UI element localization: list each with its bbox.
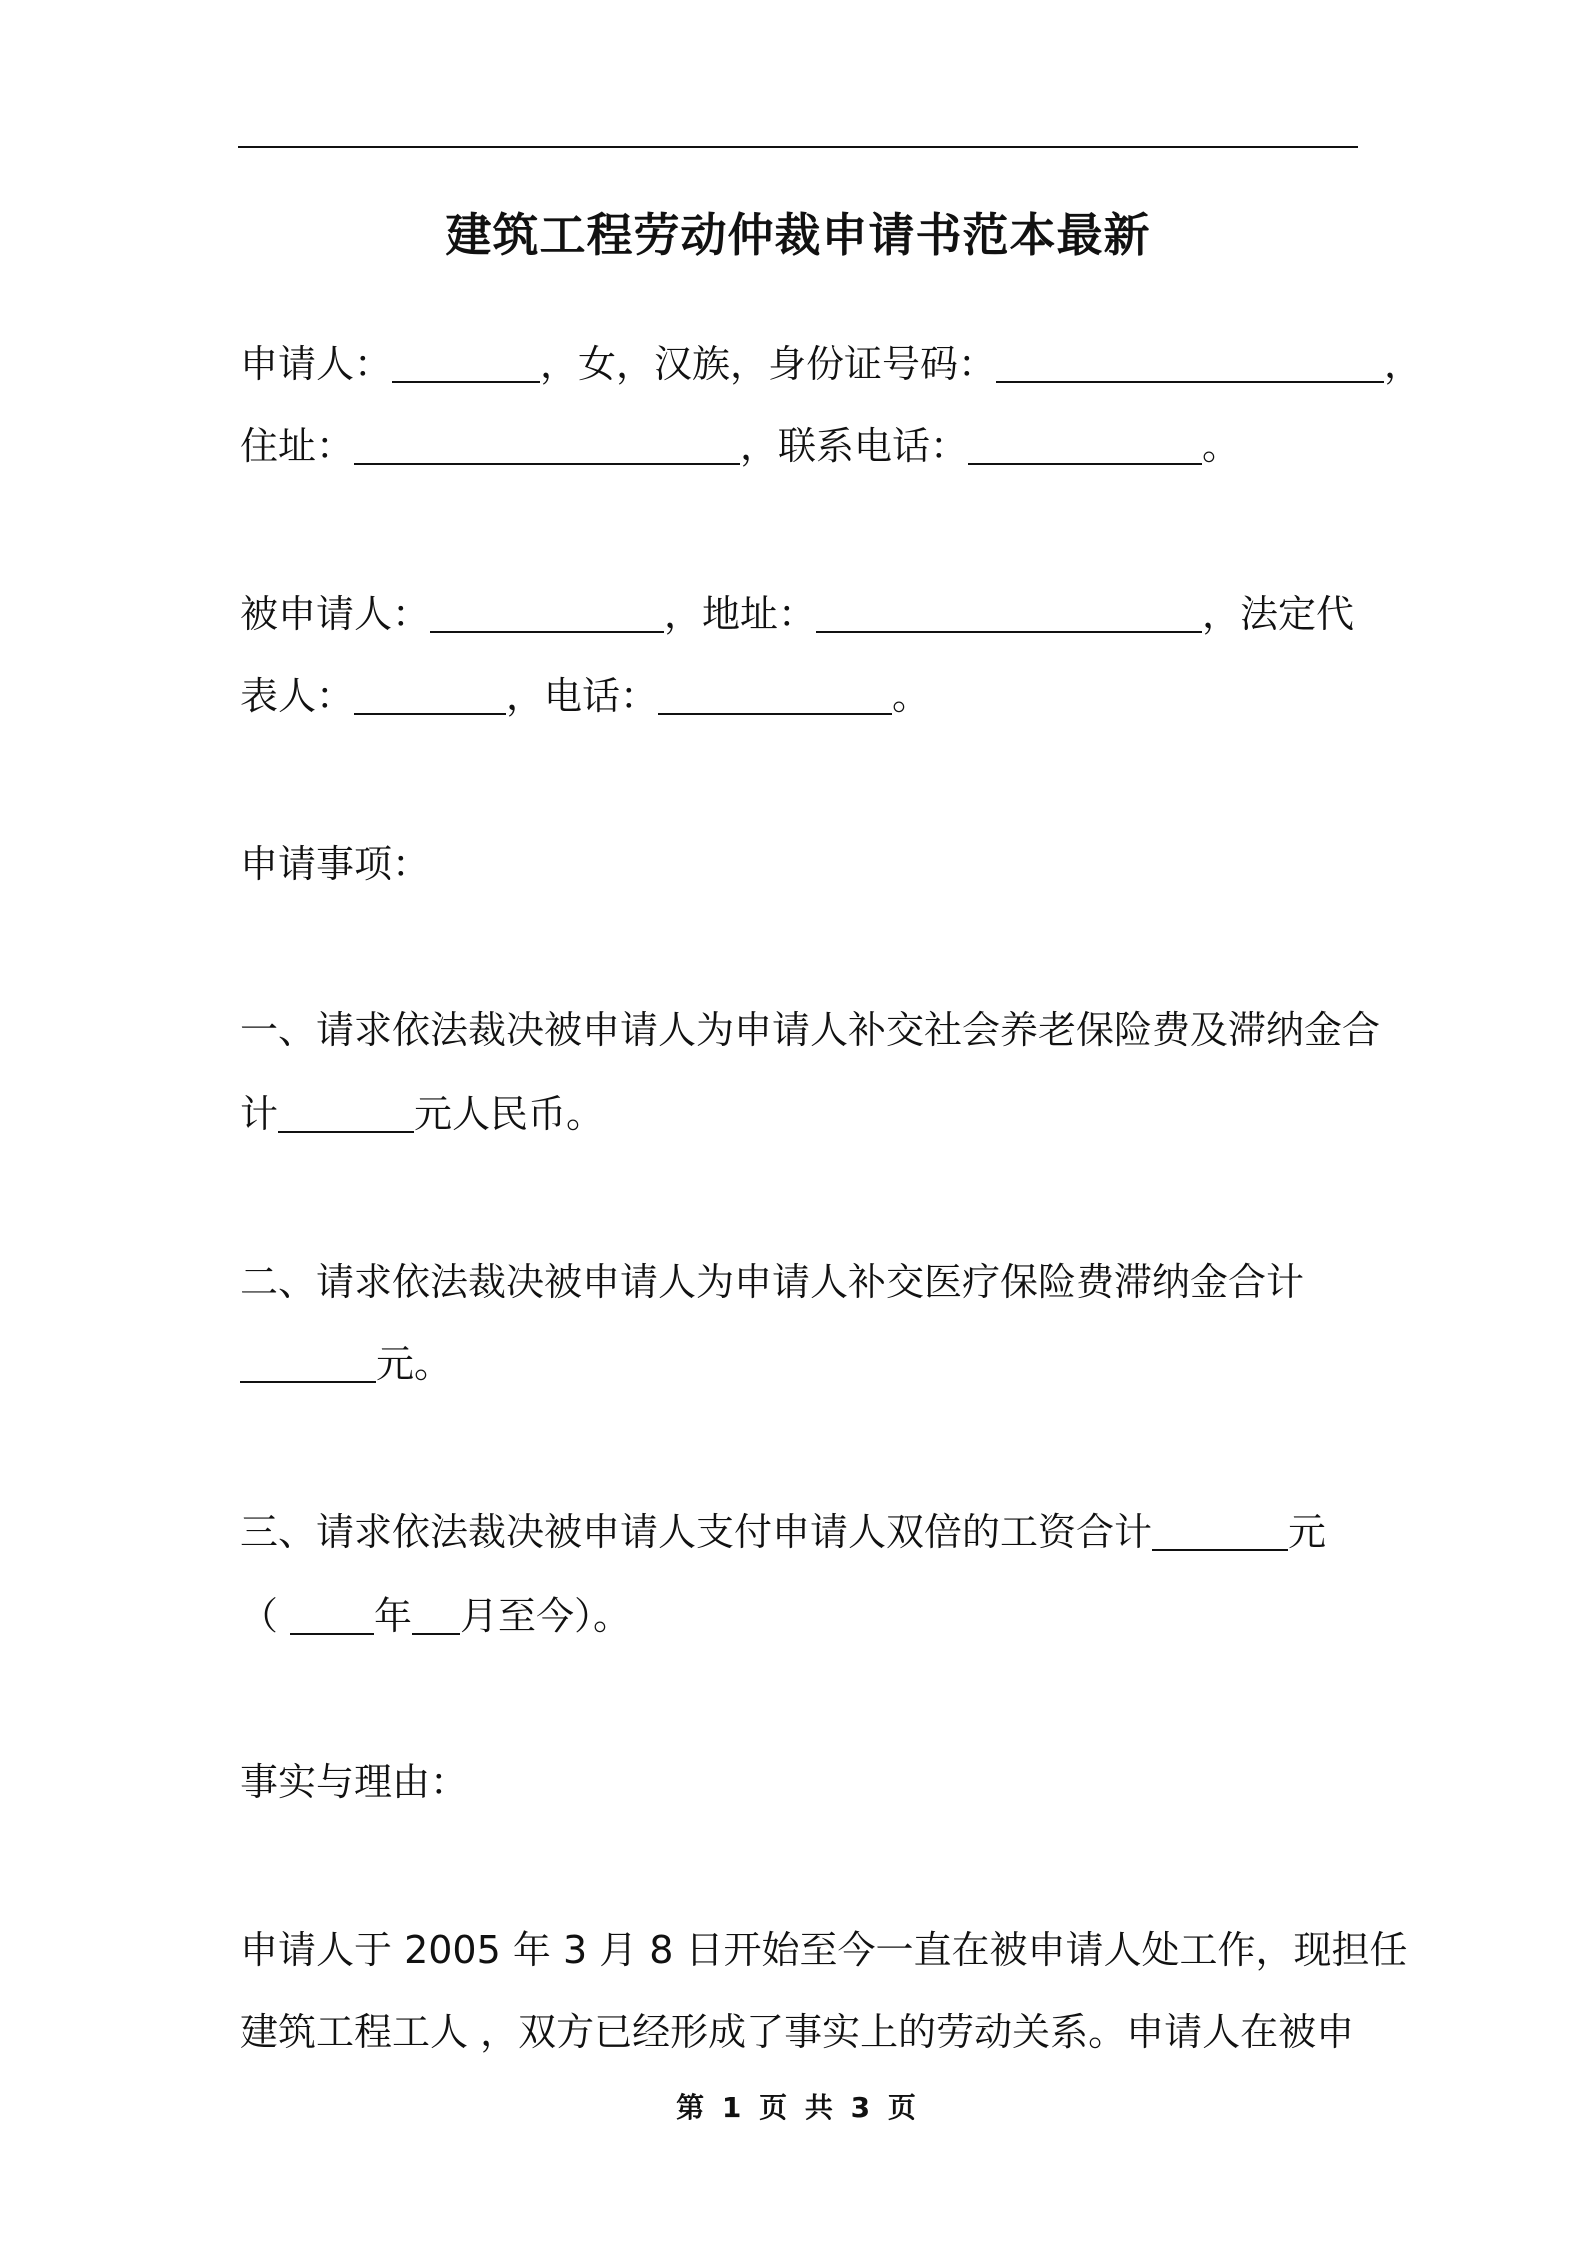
header-rule <box>238 146 1358 148</box>
month-blank <box>412 1589 460 1635</box>
respondent-address-blank <box>816 587 1202 633</box>
legal-rep-blank <box>354 669 506 715</box>
claim-3-line-1: 三、请求依法裁决被申请人支付申请人双倍的工资合计 元 <box>240 1504 1326 1560</box>
claim-3-amount-blank <box>1152 1505 1288 1551</box>
claim-1-line-2: 计 元人民币。 <box>240 1086 604 1142</box>
page-footer: 第 1 页 共 3 页 <box>676 2091 920 2124</box>
claim-2-line-1: 二、请求依法裁决被申请人为申请人补交医疗保险费滞纳金合计 <box>240 1260 1305 1304</box>
applicant-line-2: 住址： ，联系电话： 。 <box>240 418 1240 474</box>
claim-1-line-1: 一、请求依法裁决被申请人为申请人补交社会养老保险费及滞纳金合 <box>240 1008 1381 1052</box>
phone-blank <box>968 419 1202 465</box>
document-title: 建筑工程劳动仲裁申请书范本最新 <box>445 208 1151 262</box>
respondent-phone-blank <box>658 669 892 715</box>
applicant-name-blank <box>392 337 540 383</box>
id-number-blank <box>996 337 1384 383</box>
address-blank <box>354 419 740 465</box>
claim-2-amount-blank <box>240 1337 376 1383</box>
claim-1-amount-blank <box>278 1087 414 1133</box>
respondent-line-2: 表人： ，电话： 。 <box>240 668 930 724</box>
applicant-line-1: 申请人： ，女，汉族，身份证号码： ， <box>240 336 1422 392</box>
claim-3-line-2: （ 年 月至今）。 <box>240 1588 631 1644</box>
facts-line-1: 申请人于 2005 年 3 月 8 日开始至今一直在被申请人处工作，现担任 <box>240 1928 1408 1972</box>
facts-line-2: 建筑工程工人 ，双方已经形成了事实上的劳动关系。申请人在被申 <box>240 2010 1355 2054</box>
facts-heading: 事实与理由： <box>240 1760 469 1804</box>
respondent-name-blank <box>430 587 664 633</box>
claim-2-line-2: 元。 <box>240 1336 452 1392</box>
respondent-line-1: 被申请人： ，地址： ，法定代 <box>240 586 1354 642</box>
claims-heading: 申请事项： <box>240 842 431 886</box>
year-blank <box>290 1589 374 1635</box>
